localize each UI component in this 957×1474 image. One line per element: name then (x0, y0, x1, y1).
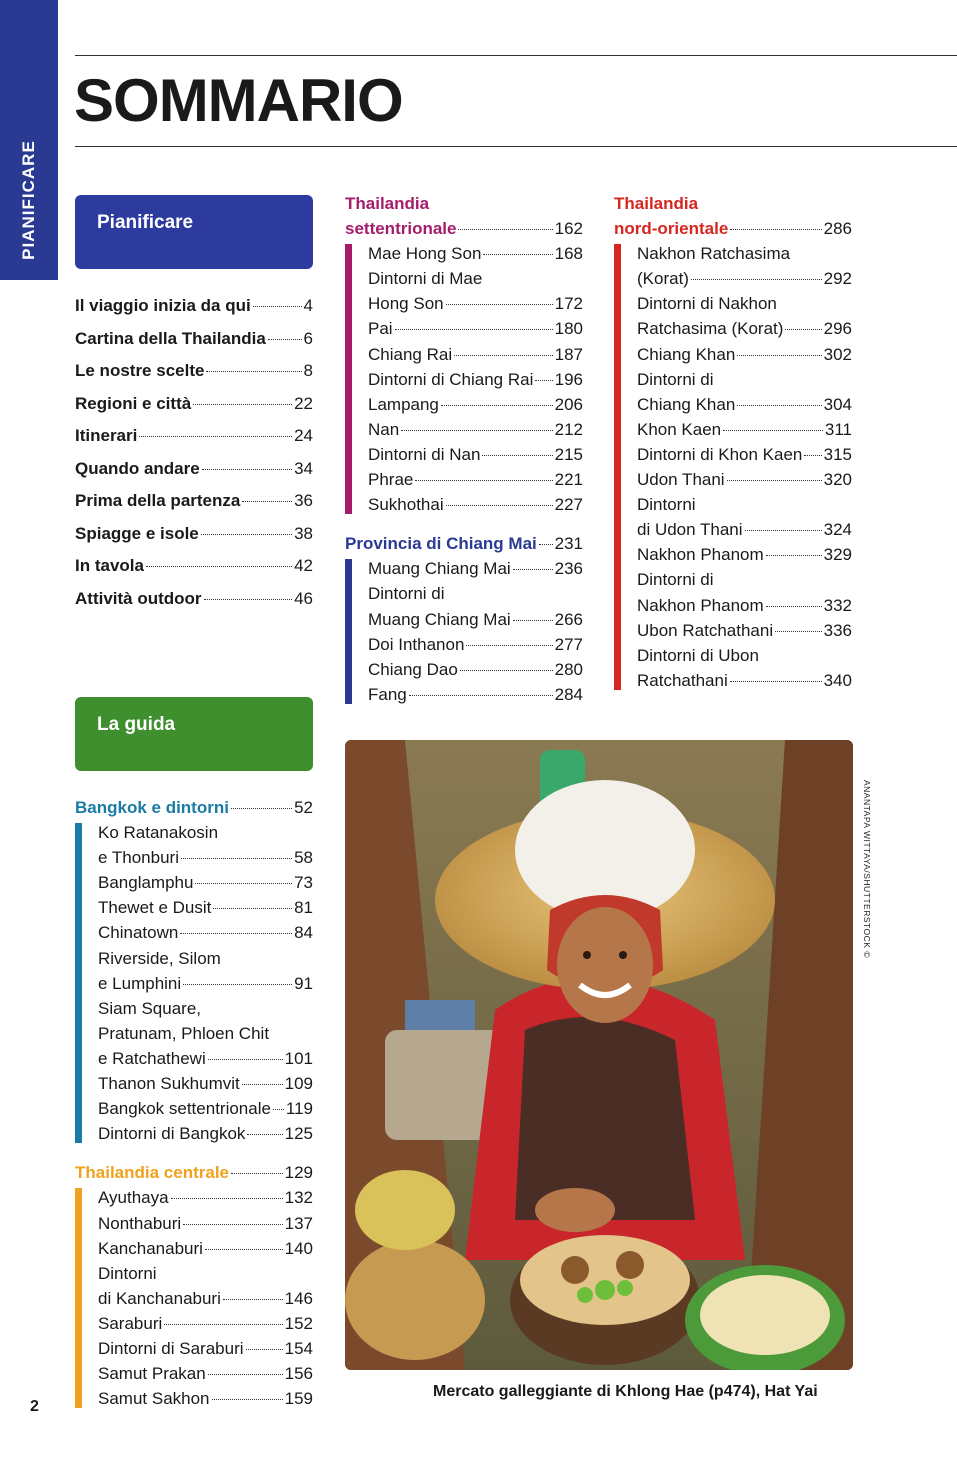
toc-entry[interactable] (637, 241, 852, 266)
dot-leader (691, 279, 822, 280)
dot-leader (395, 329, 553, 330)
toc-entry[interactable] (98, 1121, 313, 1146)
toc-entry-title: Dintorni di Nakhon (637, 294, 777, 314)
toc-entry-title: Dintorni di Khon Kaen (637, 444, 803, 464)
toc-entry[interactable] (637, 367, 852, 392)
toc-entry-title: Cartina della Thailandia (75, 328, 266, 348)
toc-entry-page: 215 (554, 444, 583, 464)
toc-entry[interactable] (368, 556, 583, 581)
toc-entry-page: 24 (294, 426, 313, 445)
dot-leader (766, 606, 822, 607)
toc-entry-page: 8 (303, 361, 313, 380)
toc-entry-title: Udon Thani (637, 470, 725, 490)
title-rule (75, 146, 957, 147)
toc-entry[interactable] (637, 492, 852, 517)
toc-entry-title: Pratunam, Phloen Chit (98, 1023, 270, 1043)
toc-entry-title: di Kanchanaburi (98, 1288, 221, 1308)
dot-leader (247, 1134, 282, 1135)
toc-entry-title: Chiang Khan (637, 394, 736, 414)
heading-centrale[interactable]: Thailandia centrale 129 (75, 1163, 313, 1183)
toc-entry-title: Ratchathani (637, 670, 728, 690)
toc-entry-page: 58 (294, 848, 313, 868)
toc-entry-title: Siam Square, (98, 998, 201, 1018)
dot-leader (208, 1374, 283, 1375)
toc-entry[interactable] (637, 342, 852, 367)
toc-entry[interactable] (637, 542, 852, 567)
toc-entry[interactable] (98, 1286, 313, 1311)
toc-entry-page: 36 (294, 491, 313, 510)
toc-entry-page: 277 (554, 634, 583, 654)
dot-leader (205, 1249, 283, 1250)
section-label-pianificare: Pianificare (97, 212, 194, 233)
dot-leader (164, 1324, 282, 1325)
toc-column-2 (345, 191, 583, 707)
color-bar (345, 244, 352, 514)
toc-entry[interactable] (98, 971, 313, 996)
toc-entry-page: 320 (823, 470, 852, 490)
toc-entry-title: Ko Ratanakosin (98, 823, 219, 843)
toc-entry[interactable] (637, 442, 852, 467)
toc-entry[interactable] (368, 632, 583, 657)
toc-entry-title: Nakhon Ratchasima (637, 244, 791, 264)
toc-entry-page: 38 (294, 523, 313, 543)
toc-entry-title: Dintorni di Nan (368, 444, 481, 464)
dot-leader (246, 1349, 283, 1350)
toc-column-3 (614, 191, 852, 693)
photo-caption: Mercato galleggiante di Khlong Hae (p474), Hat Yai (433, 1383, 818, 1400)
toc-entry-title: Dintorni (98, 1263, 157, 1283)
dot-leader (201, 534, 292, 535)
dot-leader (466, 645, 552, 646)
toc-entry-title: (Korat) (637, 269, 689, 289)
toc-entry[interactable] (637, 517, 852, 542)
toc-entry-title: Fang (368, 684, 407, 704)
dot-leader (212, 1399, 283, 1400)
toc-entry-title: Regioni e città (75, 393, 192, 413)
dot-leader (181, 858, 292, 859)
toc-entry[interactable] (75, 453, 313, 486)
dot-leader (483, 254, 552, 255)
toc-entry[interactable] (98, 1071, 313, 1096)
toc-entry-page: 101 (284, 1048, 313, 1068)
toc-entry[interactable] (637, 291, 852, 316)
toc-entry-page: 180 (554, 319, 583, 339)
toc-entry[interactable] (98, 1336, 313, 1361)
dot-leader (737, 355, 821, 356)
toc-entry[interactable] (368, 682, 583, 707)
photo-illustration (345, 740, 853, 1370)
dot-leader (242, 1084, 283, 1085)
dot-leader (208, 1059, 283, 1060)
toc-entry-title: Chiang Dao (368, 659, 458, 679)
toc-entry-title: Dintorni di (637, 369, 714, 389)
toc-entry[interactable] (368, 467, 583, 492)
dot-leader (223, 1299, 283, 1300)
toc-entry[interactable] (75, 323, 313, 356)
dot-leader (513, 620, 553, 621)
toc-entry[interactable] (368, 417, 583, 442)
toc-entry[interactable] (637, 266, 852, 291)
toc-entry[interactable] (75, 355, 313, 388)
toc-entry[interactable] (75, 550, 313, 583)
toc-entry[interactable] (75, 420, 313, 453)
toc-entry-title: Riverside, Silom (98, 948, 221, 968)
toc-entry[interactable] (368, 492, 583, 517)
toc-entry-page: 236 (554, 559, 583, 579)
toc-entry-page: 46 (294, 588, 313, 608)
group-bangkok (75, 820, 313, 1146)
dot-leader (195, 883, 292, 884)
toc-entry-page: 212 (554, 419, 583, 439)
toc-entry-page: 336 (823, 620, 852, 640)
toc-entry-title: Bangkok settentrionale (98, 1099, 271, 1119)
heading-nord-orientale-1: Thailandia (614, 194, 699, 213)
heading-chiang-mai[interactable]: Provincia di Chiang Mai 231 (345, 534, 583, 554)
toc-entry-page: 132 (284, 1188, 313, 1208)
toc-entry[interactable] (75, 388, 313, 421)
toc-entry-title: Dintorni (637, 495, 696, 515)
toc-entry[interactable] (75, 485, 313, 518)
toc-entry[interactable] (368, 442, 583, 467)
toc-entry[interactable] (98, 1021, 313, 1046)
toc-entry-page: 187 (554, 344, 583, 364)
dot-leader (253, 306, 302, 307)
toc-entry-page: 6 (303, 328, 313, 348)
dot-leader (454, 355, 553, 356)
toc-entry[interactable] (98, 920, 313, 945)
toc-entry[interactable] (637, 593, 852, 618)
toc-entry[interactable] (98, 946, 313, 971)
toc-entry[interactable] (637, 618, 852, 643)
toc-entry-title: Khon Kaen (637, 419, 722, 439)
toc-entry-page: 156 (284, 1364, 313, 1384)
dot-leader (766, 555, 822, 556)
color-bar (614, 244, 621, 690)
dot-leader (183, 1224, 282, 1225)
section-side-tab (0, 0, 58, 280)
dot-leader (775, 631, 822, 632)
market-vendor-photo (345, 740, 853, 1370)
toc-entry[interactable] (368, 266, 583, 291)
toc-entry[interactable] (368, 367, 583, 392)
toc-pianificare (75, 290, 313, 615)
toc-entry[interactable] (637, 643, 852, 668)
dot-leader (737, 405, 821, 406)
toc-entry-title: Nan (368, 419, 400, 439)
dot-leader (535, 380, 552, 381)
toc-entry-title: e Ratchathewi (98, 1048, 206, 1068)
toc-entry-page: 332 (823, 595, 852, 615)
section-box-guida (75, 697, 313, 771)
dot-leader (785, 329, 821, 330)
toc-entry[interactable] (368, 316, 583, 341)
toc-entry-title: Dintorni di Saraburi (98, 1338, 244, 1358)
heading-settentrionale[interactable]: settentrionale 162 (345, 219, 583, 239)
toc-entry-page: 91 (294, 973, 313, 993)
toc-entry-page: 109 (284, 1074, 313, 1094)
toc-entry-title: Samut Prakan (98, 1364, 206, 1384)
toc-entry-title: Prima della partenza (75, 491, 241, 510)
toc-entry-title: Quando andare (75, 458, 200, 478)
toc-entry-page: 152 (284, 1313, 313, 1333)
toc-entry-page: 73 (294, 873, 313, 893)
toc-entry-title: Dintorni di Mae (368, 269, 483, 289)
toc-entry-page: 266 (554, 609, 583, 629)
toc-entry-title: Il viaggio inizia da qui (75, 296, 251, 315)
toc-entry-title: di Udon Thani (637, 520, 743, 540)
toc-entry[interactable] (98, 1236, 313, 1261)
toc-entry-title: Ayuthaya (98, 1188, 169, 1208)
dot-leader (268, 339, 302, 340)
color-bar (75, 1188, 82, 1408)
toc-entry-title: Dintorni di (637, 570, 714, 590)
dot-leader (193, 404, 292, 405)
group-nord-orientale (614, 241, 852, 693)
color-bar (345, 559, 352, 704)
toc-entry-page: 284 (554, 684, 583, 704)
toc-entry[interactable] (98, 1096, 313, 1121)
dot-leader (723, 430, 823, 431)
heading-nord-orientale[interactable]: nord-orientale 286 (614, 219, 852, 239)
toc-entry-title: Thewet e Dusit (98, 898, 212, 918)
toc-entry-title: Muang Chiang Mai (368, 559, 511, 579)
toc-entry[interactable] (637, 316, 852, 341)
toc-entry[interactable] (637, 467, 852, 492)
toc-entry[interactable] (368, 657, 583, 682)
toc-entry[interactable] (75, 583, 313, 616)
toc-entry-title: Nakhon Phanom (637, 545, 764, 565)
toc-entry-page: 324 (823, 520, 852, 540)
heading-bangkok[interactable]: Bangkok e dintorni 52 (75, 798, 313, 817)
toc-entry-title: e Thonburi (98, 848, 179, 868)
dot-leader (446, 505, 553, 506)
dot-leader (446, 304, 553, 305)
toc-entry-title: Dintorni di (368, 584, 445, 604)
toc-entry-title: Chiang Rai (368, 344, 453, 364)
toc-entry-title: In tavola (75, 556, 144, 575)
toc-entry-page: 168 (554, 244, 583, 264)
top-rule (75, 55, 957, 56)
toc-entry-page: 280 (554, 659, 583, 679)
toc-entry[interactable] (368, 392, 583, 417)
toc-entry-page: 206 (554, 394, 583, 414)
toc-entry-title: Dintorni di Bangkok (98, 1124, 246, 1144)
dot-leader (460, 670, 553, 671)
dot-leader (183, 984, 292, 985)
toc-entry-page: 34 (294, 458, 313, 478)
toc-entry-title: Doi Inthanon (368, 634, 465, 654)
toc-entry-title: Le nostre scelte (75, 361, 205, 380)
group-chiang-mai (345, 556, 583, 707)
toc-entry[interactable] (637, 668, 852, 693)
toc-entry-title: Pai (368, 319, 393, 339)
toc-entry-title: Chiang Khan (637, 344, 736, 364)
toc-entry-page: 196 (554, 369, 583, 389)
toc-entry-page: 304 (823, 394, 852, 414)
toc-entry[interactable] (98, 895, 313, 920)
group-centrale (75, 1185, 313, 1411)
side-tab-label: PIANIFICARE (19, 140, 38, 260)
dot-leader (482, 455, 552, 456)
heading-settentrionale-1: Thailandia (345, 194, 430, 213)
toc-entry-title: Itinerari (75, 426, 138, 445)
toc-entry-page: 22 (294, 393, 313, 413)
toc-entry-page: 227 (554, 495, 583, 515)
color-bar (75, 823, 82, 1143)
toc-entry-title: Thanon Sukhumvit (98, 1074, 240, 1094)
toc-entry-page: 84 (294, 923, 313, 943)
toc-entry-title: Muang Chiang Mai (368, 609, 511, 629)
toc-entry-title: Spiagge e isole (75, 523, 199, 543)
dot-leader (242, 501, 292, 502)
toc-entry[interactable] (98, 845, 313, 870)
toc-entry[interactable] (98, 996, 313, 1021)
dot-leader (415, 480, 552, 481)
toc-entry[interactable] (98, 1311, 313, 1336)
toc-entry[interactable] (75, 290, 313, 323)
toc-entry-title: Samut Sakhon (98, 1389, 210, 1409)
toc-entry-title: Mae Hong Son (368, 244, 482, 264)
toc-entry-title: Kanchanaburi (98, 1238, 203, 1258)
toc-entry[interactable] (637, 417, 852, 442)
toc-entry[interactable] (75, 518, 313, 551)
dot-leader (513, 569, 553, 570)
toc-entry-title: Dintorni di Chiang Rai (368, 369, 534, 389)
dot-leader (409, 695, 553, 696)
toc-entry[interactable] (98, 1361, 313, 1386)
toc-entry-page: 292 (823, 269, 852, 289)
dot-leader (171, 1198, 283, 1199)
dot-leader (804, 455, 821, 456)
toc-entry-page: 296 (823, 319, 852, 339)
toc-entry[interactable] (637, 567, 852, 592)
toc-entry-page: 81 (294, 898, 313, 918)
toc-entry-title: Chinatown (98, 923, 179, 943)
toc-entry[interactable] (98, 1185, 313, 1210)
toc-entry-page: 302 (823, 344, 852, 364)
toc-entry-page: 159 (284, 1389, 313, 1409)
toc-entry[interactable] (637, 392, 852, 417)
toc-entry-title: Attività outdoor (75, 588, 202, 608)
toc-entry-page: 4 (303, 296, 313, 315)
section-label-guida: La guida (97, 714, 176, 735)
dot-leader (204, 599, 293, 600)
dot-leader (139, 436, 292, 437)
toc-entry-title: e Lumphini (98, 973, 182, 993)
toc-entry-page: 146 (284, 1288, 313, 1308)
dot-leader (206, 371, 301, 372)
toc-entry-page: 137 (284, 1213, 313, 1233)
group-settentrionale (345, 241, 583, 517)
toc-guida (75, 795, 313, 1411)
toc-entry-page: 172 (554, 294, 583, 314)
toc-entry-page: 119 (285, 1099, 313, 1119)
toc-entry[interactable] (98, 1386, 313, 1411)
section-box-pianificare (75, 195, 313, 269)
page-number: 2 (30, 1398, 39, 1415)
toc-entry-title: Hong Son (368, 294, 444, 314)
dot-leader (727, 480, 822, 481)
toc-entry-title: Sukhothai (368, 495, 444, 515)
toc-entry-title: Phrae (368, 470, 414, 490)
toc-entry[interactable] (368, 241, 583, 266)
toc-entry[interactable] (98, 870, 313, 895)
toc-entry-title: Ubon Ratchathani (637, 620, 774, 640)
toc-entry-page: 329 (823, 545, 852, 565)
dot-leader (441, 405, 553, 406)
toc-entry-page: 311 (824, 419, 852, 439)
dot-leader (213, 908, 292, 909)
toc-entry-page: 125 (284, 1124, 313, 1144)
photo-credit: ANANTAPA WITTAYA/SHUTTERSTOCK © (862, 780, 872, 959)
toc-entry[interactable] (368, 291, 583, 316)
page-title: SOMMARIO (74, 67, 403, 134)
toc-entry-title: Lampang (368, 394, 439, 414)
toc-entry[interactable] (98, 1211, 313, 1236)
toc-entry-title: Ratchasima (Korat) (637, 319, 784, 339)
toc-entry[interactable] (368, 581, 583, 606)
toc-entry-page: 315 (823, 444, 852, 464)
dot-leader (180, 933, 292, 934)
dot-leader (745, 530, 822, 531)
dot-leader (273, 1109, 284, 1110)
dot-leader (730, 681, 822, 682)
toc-entry-page: 140 (284, 1238, 313, 1258)
dot-leader (146, 566, 292, 567)
toc-entry[interactable] (368, 607, 583, 632)
toc-entry-page: 42 (294, 556, 313, 575)
toc-entry-title: Dintorni di Ubon (637, 645, 759, 665)
toc-entry-title: Nonthaburi (98, 1213, 182, 1233)
toc-entry-title: Saraburi (98, 1313, 163, 1333)
toc-entry-page: 154 (284, 1338, 313, 1358)
toc-entry-page: 221 (554, 470, 583, 490)
toc-entry[interactable] (98, 820, 313, 845)
dot-leader (202, 469, 292, 470)
toc-entry-title: Banglamphu (98, 873, 194, 893)
toc-entry[interactable] (98, 1046, 313, 1071)
dot-leader (401, 430, 552, 431)
toc-entry-title: Nakhon Phanom (637, 595, 764, 615)
toc-entry-page: 340 (823, 670, 852, 690)
toc-entry[interactable] (368, 342, 583, 367)
toc-entry[interactable] (98, 1261, 313, 1286)
